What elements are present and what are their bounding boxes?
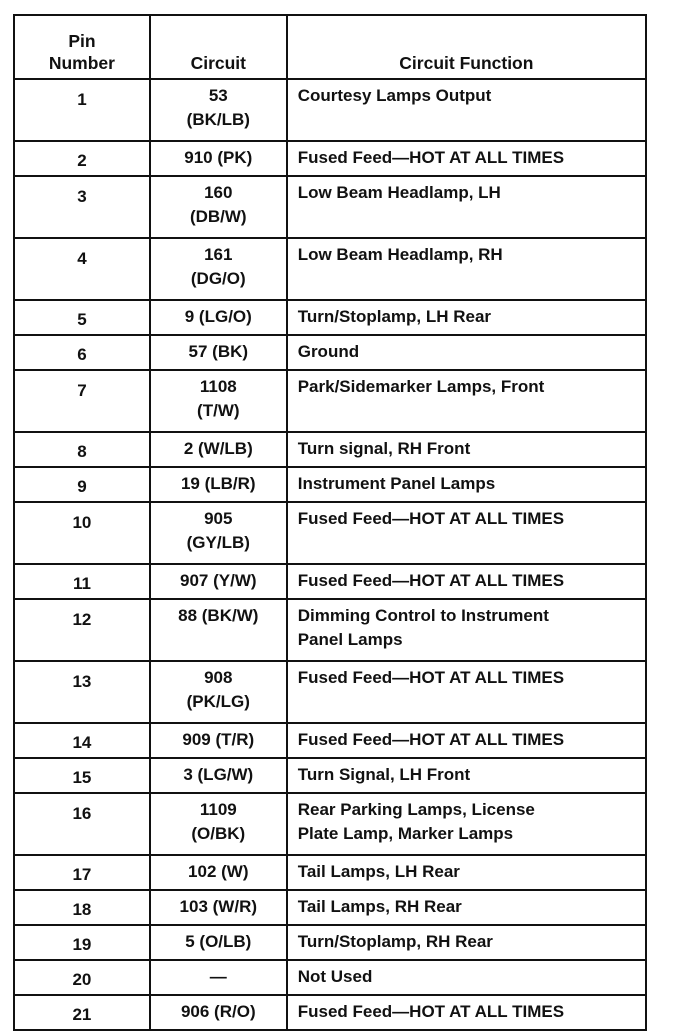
circuit-cell bbox=[150, 176, 287, 238]
pin-number-cell: 11 bbox=[14, 564, 150, 599]
circuit-line: 908 bbox=[204, 668, 233, 687]
circuit-function-line: Turn signal, RH Front bbox=[297, 439, 471, 458]
circuit-function-line: Fused Feed—HOT AT ALL TIMES bbox=[297, 148, 565, 167]
header-pin-line1: Pin bbox=[68, 31, 96, 51]
pin-number-cell: 20 bbox=[14, 960, 150, 995]
table-row bbox=[14, 335, 646, 370]
circuit-cell bbox=[150, 599, 287, 661]
circuit-function-cell bbox=[287, 758, 646, 793]
pin-number-cell: 13 bbox=[14, 661, 150, 723]
circuit-function-line: Panel Lamps bbox=[297, 630, 403, 649]
circuit-line: (DB/W) bbox=[189, 207, 247, 226]
table-row bbox=[14, 890, 646, 925]
circuit-function-cell bbox=[287, 370, 646, 432]
table-row bbox=[14, 960, 646, 995]
pin-number-cell: 10 bbox=[14, 502, 150, 564]
circuit-function-cell bbox=[287, 855, 646, 890]
pin-number-cell: 5 bbox=[14, 300, 150, 335]
table-row bbox=[14, 855, 646, 890]
header-pin-line2: Number bbox=[48, 53, 115, 73]
circuit-function-line: Turn Signal, LH Front bbox=[297, 765, 471, 784]
circuit-cell bbox=[150, 925, 287, 960]
header-circuit: Circuit bbox=[150, 15, 287, 79]
table-row bbox=[14, 141, 646, 176]
pin-number-cell: 12 bbox=[14, 599, 150, 661]
circuit-function-cell bbox=[287, 79, 646, 141]
pin-number-cell: 19 bbox=[14, 925, 150, 960]
circuit-line: 103 (W/R) bbox=[179, 897, 258, 916]
pin-number-cell: 16 bbox=[14, 793, 150, 855]
circuit-line: 88 (BK/W) bbox=[178, 606, 259, 625]
circuit-line: — bbox=[209, 967, 227, 986]
header-circuit-function: Circuit Function bbox=[287, 15, 646, 79]
circuit-function-cell bbox=[287, 335, 646, 370]
circuit-function-line: Courtesy Lamps Output bbox=[297, 86, 492, 105]
circuit-function-line: Fused Feed—HOT AT ALL TIMES bbox=[297, 668, 565, 687]
circuit-function-cell bbox=[287, 995, 646, 1030]
circuit-function-line: Tail Lamps, LH Rear bbox=[297, 862, 460, 881]
circuit-line: (BK/LB) bbox=[186, 110, 250, 129]
table-row bbox=[14, 661, 646, 723]
circuit-function-line: Plate Lamp, Marker Lamps bbox=[297, 824, 514, 843]
table-row bbox=[14, 599, 646, 661]
circuit-line: (PK/LG) bbox=[186, 692, 250, 711]
circuit-function-cell bbox=[287, 141, 646, 176]
circuit-function-line: Not Used bbox=[297, 967, 373, 986]
table-body bbox=[14, 79, 646, 1030]
circuit-function-line: Turn/Stoplamp, LH Rear bbox=[297, 307, 492, 326]
circuit-cell bbox=[150, 890, 287, 925]
circuit-function-line: Park/Sidemarker Lamps, Front bbox=[297, 377, 545, 396]
circuit-function-line: Fused Feed—HOT AT ALL TIMES bbox=[297, 571, 565, 590]
pin-number-cell: 14 bbox=[14, 723, 150, 758]
table-row bbox=[14, 432, 646, 467]
circuit-function-cell bbox=[287, 890, 646, 925]
circuit-cell bbox=[150, 960, 287, 995]
circuit-cell bbox=[150, 855, 287, 890]
table-header bbox=[14, 15, 646, 79]
circuit-function-cell bbox=[287, 661, 646, 723]
table-row bbox=[14, 995, 646, 1030]
circuit-function-line: Dimming Control to Instrument bbox=[297, 606, 549, 625]
table-row bbox=[14, 238, 646, 300]
circuit-function-line: Instrument Panel Lamps bbox=[297, 474, 496, 493]
pin-number-cell: 8 bbox=[14, 432, 150, 467]
circuit-cell bbox=[150, 564, 287, 599]
pin-number-cell: 4 bbox=[14, 238, 150, 300]
circuit-cell bbox=[150, 661, 287, 723]
circuit-function-cell bbox=[287, 432, 646, 467]
circuit-cell bbox=[150, 238, 287, 300]
table-row bbox=[14, 564, 646, 599]
pin-number-cell: 15 bbox=[14, 758, 150, 793]
circuit-function-line: Rear Parking Lamps, License bbox=[297, 800, 535, 819]
pin-number-cell: 6 bbox=[14, 335, 150, 370]
circuit-line: 19 (LB/R) bbox=[180, 474, 256, 493]
circuit-cell bbox=[150, 502, 287, 564]
circuit-cell bbox=[150, 300, 287, 335]
pin-number-cell: 7 bbox=[14, 370, 150, 432]
table-row bbox=[14, 723, 646, 758]
circuit-cell bbox=[150, 79, 287, 141]
circuit-line: 9 (LG/O) bbox=[184, 307, 252, 326]
circuit-line: 1108 bbox=[199, 377, 237, 396]
circuit-line: 906 (R/O) bbox=[180, 1002, 256, 1021]
circuit-function-line: Fused Feed—HOT AT ALL TIMES bbox=[297, 1002, 565, 1021]
circuit-function-cell bbox=[287, 723, 646, 758]
circuit-cell bbox=[150, 432, 287, 467]
circuit-line: 160 bbox=[204, 183, 233, 202]
circuit-function-line: Tail Lamps, RH Rear bbox=[297, 897, 462, 916]
header-row bbox=[14, 15, 646, 79]
circuit-line: 53 bbox=[208, 86, 228, 105]
circuit-line: 161 bbox=[204, 245, 233, 264]
table-row bbox=[14, 467, 646, 502]
circuit-line: 2 (W/LB) bbox=[183, 439, 253, 458]
pin-number-cell: 18 bbox=[14, 890, 150, 925]
circuit-line: (O/BK) bbox=[191, 824, 246, 843]
pin-number-cell: 9 bbox=[14, 467, 150, 502]
circuit-line: 1109 bbox=[199, 800, 237, 819]
table-row bbox=[14, 79, 646, 141]
circuit-function-line: Fused Feed—HOT AT ALL TIMES bbox=[297, 509, 565, 528]
circuit-cell bbox=[150, 335, 287, 370]
circuit-function-cell bbox=[287, 176, 646, 238]
table-row bbox=[14, 370, 646, 432]
circuit-line: 910 (PK) bbox=[184, 148, 253, 167]
circuit-function-cell bbox=[287, 599, 646, 661]
table-row bbox=[14, 300, 646, 335]
circuit-function-cell bbox=[287, 564, 646, 599]
pin-number-cell: 17 bbox=[14, 855, 150, 890]
circuit-function-cell bbox=[287, 502, 646, 564]
pin-number-cell: 21 bbox=[14, 995, 150, 1030]
circuit-line: (DG/O) bbox=[190, 269, 246, 288]
circuit-line: 909 (T/R) bbox=[182, 730, 255, 749]
circuit-line: 5 (O/LB) bbox=[185, 932, 252, 951]
pin-number-cell: 3 bbox=[14, 176, 150, 238]
circuit-cell bbox=[150, 723, 287, 758]
circuit-function-line: Fused Feed—HOT AT ALL TIMES bbox=[297, 730, 565, 749]
circuit-function-cell bbox=[287, 793, 646, 855]
pin-number-cell: 1 bbox=[14, 79, 150, 141]
table-row bbox=[14, 176, 646, 238]
circuit-line: 57 (BK) bbox=[188, 342, 249, 361]
circuit-function-line: Turn/Stoplamp, RH Rear bbox=[297, 932, 493, 951]
circuit-function-line: Low Beam Headlamp, LH bbox=[297, 183, 501, 202]
circuit-function-cell bbox=[287, 467, 646, 502]
circuit-line: (GY/LB) bbox=[186, 533, 250, 552]
circuit-line: 907 (Y/W) bbox=[180, 571, 257, 590]
circuit-function-cell bbox=[287, 960, 646, 995]
circuit-function-cell bbox=[287, 925, 646, 960]
table-row bbox=[14, 793, 646, 855]
circuit-function-cell bbox=[287, 238, 646, 300]
circuit-cell bbox=[150, 141, 287, 176]
circuit-cell bbox=[150, 793, 287, 855]
circuit-line: 905 bbox=[204, 509, 233, 528]
circuit-cell bbox=[150, 758, 287, 793]
circuit-cell bbox=[150, 370, 287, 432]
pin-number-cell: 2 bbox=[14, 141, 150, 176]
table-row bbox=[14, 758, 646, 793]
table-row bbox=[14, 925, 646, 960]
circuit-function-line: Ground bbox=[297, 342, 360, 361]
circuit-line: 102 (W) bbox=[188, 862, 249, 881]
circuit-function-line: Low Beam Headlamp, RH bbox=[297, 245, 503, 264]
pin-circuit-table bbox=[13, 14, 647, 1031]
header-pin-number bbox=[14, 15, 150, 79]
circuit-cell bbox=[150, 995, 287, 1030]
circuit-cell bbox=[150, 467, 287, 502]
circuit-line: (T/W) bbox=[197, 401, 240, 420]
circuit-line: 3 (LG/W) bbox=[183, 765, 254, 784]
table-row bbox=[14, 502, 646, 564]
circuit-function-cell bbox=[287, 300, 646, 335]
